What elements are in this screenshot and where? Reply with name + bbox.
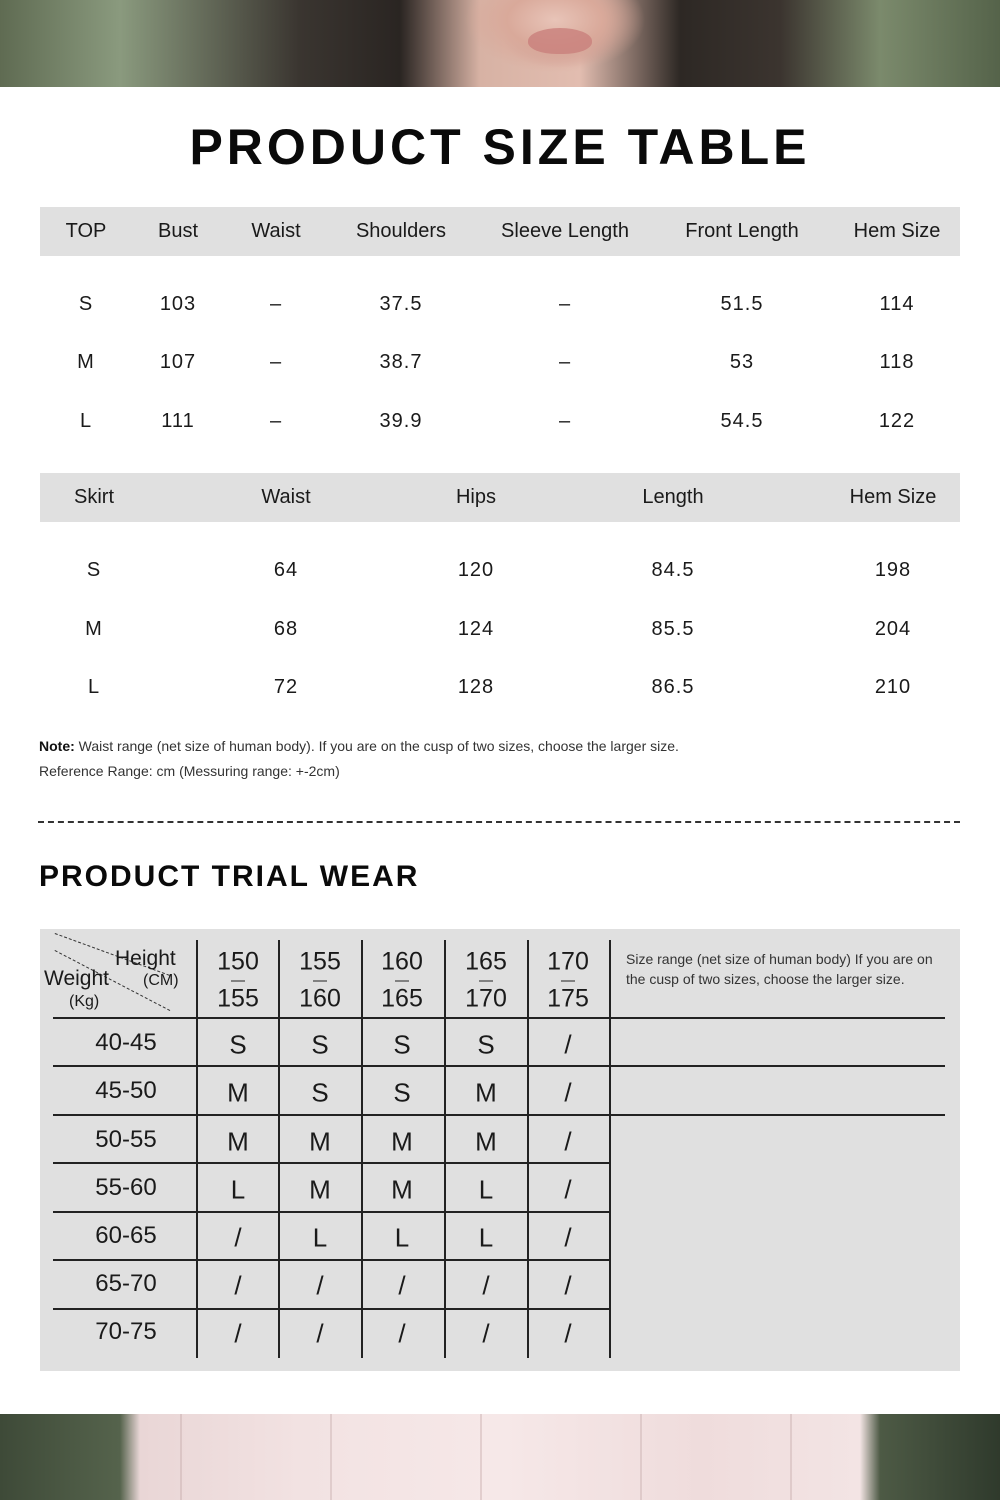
skirt-table-cell: 86.5 — [651, 676, 695, 698]
skirt-table-cell: 120 — [457, 559, 495, 581]
trial-wear-title: PRODUCT TRIAL WEAR — [39, 860, 420, 893]
recommended-size-cell: L — [394, 1222, 410, 1253]
recommended-size-cell: / — [234, 1270, 242, 1301]
weight-range-label: 65-70 — [95, 1270, 157, 1297]
recommended-size-cell: / — [316, 1318, 324, 1349]
grid-vline — [527, 940, 529, 1358]
skirt-fold — [330, 1414, 332, 1500]
recommended-size-cell: / — [564, 1077, 572, 1108]
top-table-cell: – — [269, 293, 283, 315]
skirt-table-cell: 124 — [457, 618, 495, 640]
note-label: Note: — [39, 738, 75, 754]
weight-range-label: 45-50 — [95, 1077, 157, 1104]
recommended-size-cell: / — [564, 1174, 572, 1205]
grid-vline — [444, 940, 446, 1358]
recommended-size-cell: / — [564, 1318, 572, 1349]
skirt-fold — [480, 1414, 482, 1500]
trial-wear-note: Size range (net size of human body) If you are on the cusp of two sizes, choose the larger size. — [626, 951, 933, 987]
grid-vline — [278, 940, 280, 1358]
top-header-4: Sleeve Length — [501, 220, 629, 242]
recommended-size-cell: L — [478, 1222, 494, 1253]
model-photo-bottom — [0, 1414, 1000, 1500]
note-text: Waist range (net size of human body). If you are on the cusp of two sizes, choose the larger size. — [74, 738, 679, 754]
model-lips — [528, 28, 592, 54]
recommended-size-cell: M — [227, 1077, 249, 1108]
weight-range-label: 40-45 — [95, 1029, 157, 1056]
recommended-size-cell: S — [311, 1077, 329, 1108]
recommended-size-cell: L — [230, 1174, 246, 1205]
recommended-size-cell: / — [482, 1270, 490, 1301]
recommended-size-cell: M — [475, 1126, 497, 1157]
skirt-table-cell: 210 — [874, 676, 912, 698]
recommended-size-cell: M — [391, 1174, 413, 1205]
recommended-size-cell: M — [391, 1126, 413, 1157]
height-range-start: 170 — [547, 947, 589, 976]
height-range-end: 165 — [381, 984, 423, 1013]
top-table-cell: 111 — [161, 410, 195, 432]
skirt-size-label: S — [86, 559, 102, 581]
corner-height-label: Height — [115, 947, 176, 970]
grid-hline — [53, 1162, 610, 1164]
top-table-cell: 54.5 — [720, 410, 764, 432]
recommended-size-cell: L — [478, 1174, 494, 1205]
top-table-cell: 107 — [159, 351, 197, 373]
top-table-cell: – — [558, 351, 572, 373]
height-range-end: 175 — [547, 984, 589, 1013]
recommended-size-cell: S — [311, 1029, 329, 1060]
recommended-size-cell: / — [316, 1270, 324, 1301]
top-header-3: Shoulders — [355, 220, 447, 242]
height-range-separator — [313, 981, 327, 982]
skirt-header-1: Waist — [261, 486, 311, 508]
top-header-6: Hem Size — [853, 220, 941, 242]
top-table-cell: 114 — [879, 293, 915, 315]
corner-cm-label: (CM) — [143, 972, 179, 989]
recommended-size-cell: M — [309, 1126, 331, 1157]
skirt-table-cell: 204 — [874, 618, 912, 640]
grid-hline — [53, 1211, 610, 1213]
recommended-size-cell: / — [398, 1270, 406, 1301]
skirt-table-cell: 68 — [273, 618, 299, 640]
top-header-5: Front Length — [685, 220, 799, 242]
top-header-0: TOP — [65, 220, 107, 242]
recommended-size-cell: M — [227, 1126, 249, 1157]
recommended-size-cell: S — [393, 1029, 411, 1060]
grid-hline — [53, 1308, 610, 1310]
height-range-separator — [561, 981, 575, 982]
recommended-size-cell: / — [564, 1270, 572, 1301]
recommended-size-cell: / — [564, 1222, 572, 1253]
grid-vline — [361, 940, 363, 1358]
top-size-label: L — [79, 410, 93, 432]
weight-range-label: 50-55 — [95, 1126, 157, 1153]
height-range-separator — [395, 981, 409, 982]
skirt-header-3: Length — [642, 486, 704, 508]
corner-kg-label: (Kg) — [69, 993, 100, 1010]
top-table-cell: – — [269, 410, 283, 432]
recommended-size-cell: / — [234, 1222, 242, 1253]
top-size-label: S — [78, 293, 94, 315]
skirt-fold — [640, 1414, 642, 1500]
corner-weight-label: Weight — [44, 967, 109, 990]
recommended-size-cell: M — [475, 1077, 497, 1108]
skirt-header-0: Skirt — [74, 486, 114, 508]
top-table-cell: 122 — [878, 410, 916, 432]
height-range-end: 160 — [299, 984, 341, 1013]
grid-hline — [53, 1017, 945, 1019]
weight-range-label: 70-75 — [95, 1318, 157, 1345]
recommended-size-cell: L — [312, 1222, 328, 1253]
page-title: PRODUCT SIZE TABLE — [189, 119, 811, 175]
grid-hline — [53, 1114, 945, 1116]
skirt-table-cell: 85.5 — [651, 618, 695, 640]
top-table-cell: 37.5 — [379, 293, 423, 315]
top-table-cell: – — [269, 351, 283, 373]
height-range-separator — [231, 981, 245, 982]
skirt-table-cell: 64 — [273, 559, 299, 581]
top-table-cell: 118 — [879, 351, 915, 373]
weight-range-label: 60-65 — [95, 1222, 157, 1249]
recommended-size-cell: M — [309, 1174, 331, 1205]
skirt-header-4: Hem Size — [849, 486, 937, 508]
recommended-size-cell: / — [564, 1126, 572, 1157]
top-header-2: Waist — [251, 220, 301, 242]
grid-hline — [53, 1065, 945, 1067]
recommended-size-cell: / — [234, 1318, 242, 1349]
size-note — [39, 738, 679, 754]
grid-vline — [609, 940, 611, 1358]
skirt-table-header-band — [40, 473, 960, 522]
skirt-table-cell: 84.5 — [651, 559, 695, 581]
height-range-end: 170 — [465, 984, 507, 1013]
height-range-separator — [479, 981, 493, 982]
top-table-cell: 103 — [159, 293, 197, 315]
top-table-cell: 39.9 — [379, 410, 423, 432]
recommended-size-cell: / — [398, 1318, 406, 1349]
top-table-cell: 53 — [729, 351, 755, 373]
skirt-fold — [180, 1414, 182, 1500]
skirt-fold — [790, 1414, 792, 1500]
height-range-end: 155 — [217, 984, 259, 1013]
height-range-start: 165 — [465, 947, 507, 976]
skirt-size-label: M — [85, 618, 103, 640]
skirt-size-label: L — [87, 676, 101, 698]
top-table-cell: – — [558, 293, 572, 315]
model-photo-top — [0, 0, 1000, 87]
recommended-size-cell: S — [393, 1077, 411, 1108]
skirt-table-cell: 198 — [874, 559, 912, 581]
section-divider — [38, 821, 960, 823]
top-header-1: Bust — [157, 220, 199, 242]
height-range-start: 150 — [217, 947, 259, 976]
top-table-cell: 51.5 — [720, 293, 764, 315]
grid-vline — [196, 940, 198, 1358]
height-range-start: 155 — [299, 947, 341, 976]
skirt-table-cell: 72 — [273, 676, 299, 698]
top-table-cell: – — [558, 410, 572, 432]
top-size-label: M — [77, 351, 95, 373]
reference-range-note: Reference Range: cm (Messuring range: +-2cm) — [39, 763, 340, 779]
recommended-size-cell: / — [564, 1029, 572, 1060]
recommended-size-cell: S — [229, 1029, 247, 1060]
height-range-start: 160 — [381, 947, 423, 976]
grid-hline — [53, 1259, 610, 1261]
weight-range-label: 55-60 — [95, 1174, 157, 1201]
skirt-header-2: Hips — [455, 486, 497, 508]
recommended-size-cell: S — [477, 1029, 495, 1060]
top-table-cell: 38.7 — [379, 351, 423, 373]
recommended-size-cell: / — [482, 1318, 490, 1349]
skirt-table-cell: 128 — [457, 676, 495, 698]
